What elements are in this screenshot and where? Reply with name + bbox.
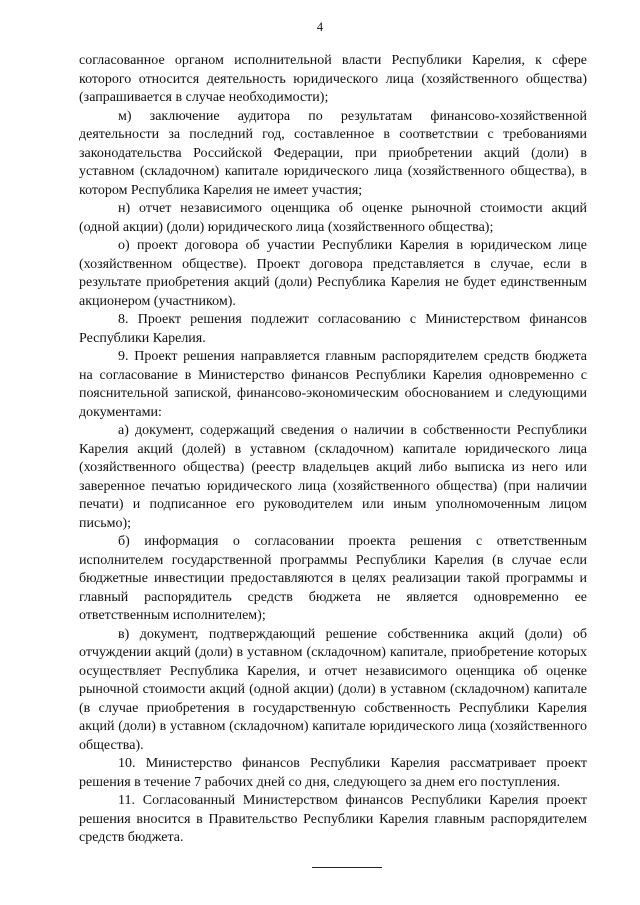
paragraph-continuation: согласованное органом исполнительной власти Республики Карелия, к сфере которого относится деятельность юридического лица (хозяйственного общества) (запрашивается в случае необходимости);	[79, 53, 587, 105]
paragraph-clause-11: 11. Согласованный Министерством финансов Республики Карелия проект решения вносится в Правительство Республики Карелия главным распорядителем средств бюджета.	[79, 793, 587, 845]
page-number: 4	[316, 20, 324, 34]
paragraph-clause-10: 10. Министерство финансов Республики Карелия рассматривает проект решения в течение 7 рабочих дней со дня, следующего за днем его поступления.	[79, 756, 587, 790]
paragraph-item-m: м) заключение аудитора по результатам финансово-хозяйственной деятельности за последний год, составленное в соответствии с требованиями законодательства Российской Федерации, при приобретении акций (доли) в уставном (складочном) капитале юридического лица (хозяйственного общества), в котором Республика Карелия не имеет участия;	[79, 108, 587, 198]
paragraph-item-n: н) отчет независимого оценщика об оценке рыночной стоимости акций (одной акции) (доли) юридического лица (хозяйственного общества);	[79, 201, 587, 235]
paragraph-item-v: в) документ, подтверждающий решение собственника акций (доли) об отчуждении акций (доли) в уставном (складочном) капитале, приобретение которых осуществляет Республика Карелия, и отчет независимого оценщика об оценке рыночной стоимости акций (одной акции) (доли) в уставном (складочном) капитале (в случае приобретения в государственную собственность Республики Карелия акций (доли) в уставном (складочном) капитале юридического лица (хозяйственного общества).	[79, 626, 587, 753]
paragraph-item-o: о) проект договора об участии Республики Карелия в юридическом лице (хозяйственном обществе). Проект договора представляется в случае, если в результате приобретения акций (доли) Республика Карелия не будет единственным акционером (участником).	[79, 238, 587, 309]
paragraph-clause-9: 9. Проект решения направляется главным распорядителем средств бюджета на согласование в Министерство финансов Республики Карелия одновременно с пояснительной запиской, финансово-экономическим обоснованием и следующими документами:	[79, 349, 587, 420]
end-divider	[312, 867, 382, 868]
paragraph-clause-8: 8. Проект решения подлежит согласованию с Министерством финансов Республики Карелия.	[79, 312, 587, 346]
paragraph-item-a: а) документ, содержащий сведения о наличии в собственности Республики Карелия акций (долей) в уставном (складочном) капитале юридического лица (хозяйственного общества) (реестр владельцев акций либо выписка из него или заверенное печатью юридического лица (хозяйственного общества) (при наличии печати) и подписанное его руководителем или иным уполномоченным лицом письмо);	[79, 423, 587, 531]
paragraph-item-b: б) информация о согласовании проекта решения с ответственным исполнителем государственной программы Республики Карелия (в случае если бюджетные инвестиции предоставляются в целях реализации такой программы и главный распорядитель средств бюджета не является одновременно ее ответственным исполнителем);	[79, 534, 587, 623]
document-body	[79, 52, 587, 868]
